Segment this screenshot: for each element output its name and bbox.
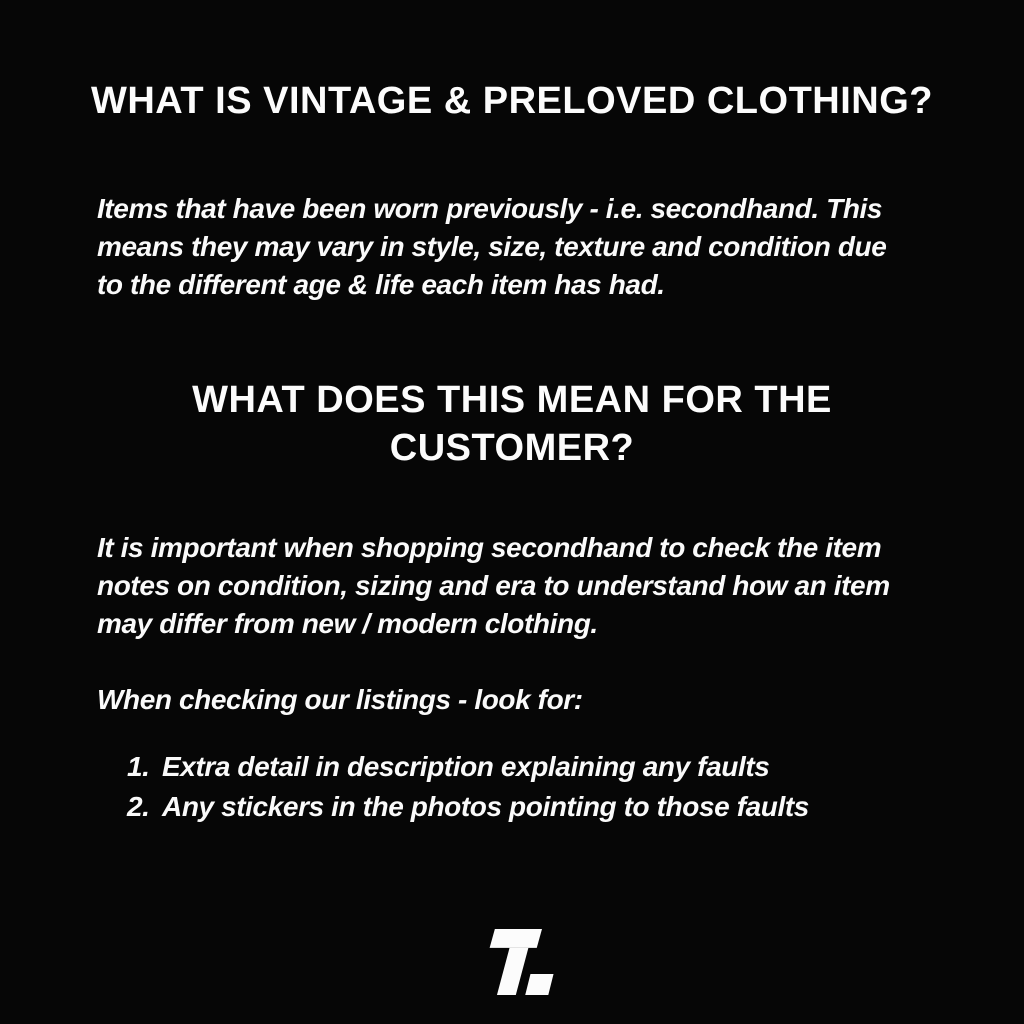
listings-prompt: When checking our listings - look for: [97,684,583,715]
subheading-line: CUSTOMER? [389,427,635,469]
customer-info-line: may differ from new / modern clothing. [97,608,598,639]
checklist-item [127,747,809,787]
checklist-item-text: Extra detail in description explaining any faults [162,751,770,782]
customer-info-line: notes on condition, sizing and era to understand how an item [97,570,890,601]
intro-line: to the different age & life each item has had. [97,269,665,300]
main-heading: WHAT IS VINTAGE & PRELOVED CLOTHING? [90,80,934,122]
checklist-item [127,787,809,827]
customer-info-paragraph [97,529,964,643]
checklist-item-number: 1. [127,751,150,782]
subheading [0,376,1024,472]
checklist-item-number: 2. [127,791,150,822]
checklist-item-text: Any stickers in the photos pointing to those faults [162,791,809,822]
intro-line: Items that have been worn previously - i.e. secondhand. This [97,193,883,224]
intro-line: means they may vary in style, size, texture and condition due [97,231,887,262]
customer-info-line: It is important when shopping secondhand to check the item [97,532,882,563]
intro-paragraph [97,190,964,304]
subheading-line: WHAT DOES THIS MEAN FOR THE [192,379,832,421]
fault-checklist [127,747,809,827]
t-dot-logo-icon [484,929,556,995]
